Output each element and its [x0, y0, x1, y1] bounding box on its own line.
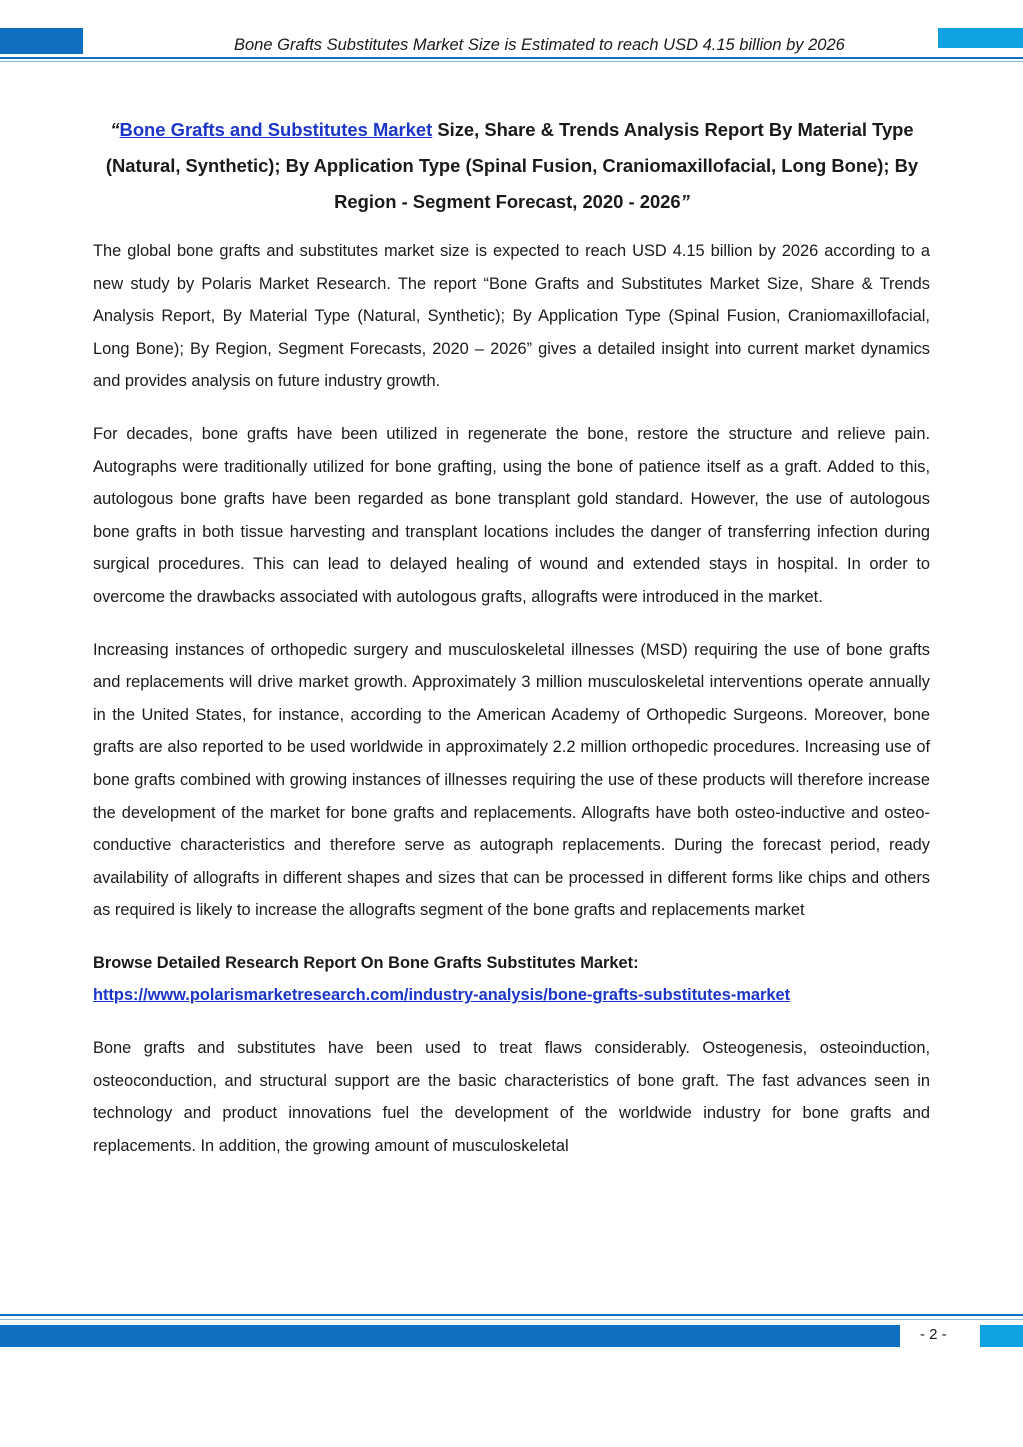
header-accent-block-right — [938, 28, 1023, 48]
footer-divider-thin — [0, 1319, 1023, 1320]
header-title: Bone Grafts Substitutes Market Size is Estimated to reach USD 4.15 billion by 2026 — [234, 36, 845, 54]
paragraph-growth-drivers: Increasing instances of orthopedic surgery and musculoskeletal illnesses (MSD) requiring the use of bone grafts and replacements will drive market growth. Approximately 3 million musculoskeletal interventions operate annually in the United States, for instance, according to the American Academy of Orthopedic Surgeons. Moreover, bone grafts are also reported to be used worldwide in approximately 2.2 million orthopedic procedures. Increasing use of bone grafts combined with growing instances of illnesses requiring the use of these products will therefore increase the development of the market for bone grafts and replacements. Allografts have both osteo-inductive and osteo-conductive characteristics and therefore serve as autograph replacements. During the forecast period, ready availability of allografts in different shapes and sizes that can be processed in different forms like chips and others as required is likely to increase the allografts segment of the bone grafts and replacements market — [93, 640, 930, 920]
title-open-quote: “ — [110, 119, 120, 140]
paragraph-history: For decades, bone grafts have been utilized in regenerate the bone, restore the structure and relieve pain. Autographs were traditionally utilized for bone grafting, using the bone of patience itself as a graft. Added to this, autologous bone grafts have been regarded as bone transplant gold standard. However, the use of autologous bone grafts in both tissue harvesting and transplant locations includes the danger of transferring infection during surgical procedures. This can lead to delayed healing of wound and extended stays in hospital. In order to overcome the drawbacks associated with autologous grafts, allografts were introduced in the market. — [93, 424, 930, 606]
browse-report-link[interactable]: https://www.polarismarketresearch.com/industry-analysis/bone-grafts-substitutes-market — [93, 986, 791, 1005]
report-title-text: Size, Share & Trends Analysis Report By Material Type (Natural, Synthetic); By Application Type (Spinal Fusion, Craniomaxillofacial, Long Bone); By Region - Segment Forecast, 2020 - 2026 — [105, 119, 919, 212]
footer-divider — [0, 1314, 1023, 1316]
header-accent-block-left — [0, 28, 83, 54]
header-divider — [0, 57, 1023, 59]
browse-report-label: Browse Detailed Research Report On Bone Grafts Substitutes Market: — [93, 953, 639, 972]
report-title — [93, 112, 931, 220]
paragraph-characteristics: Bone grafts and substitutes have been used to treat flaws considerably. Osteogenesis, osteoinduction, osteoconduction, and structural support are the basic characteristics of bone graft. The fast advances seen in technology and product innovations fuel the development of the worldwide industry for bone grafts and replacements. In addition, the growing amount of musculoskeletal — [93, 1039, 930, 1155]
page-number: - 2 - — [920, 1326, 947, 1343]
footer-bar — [0, 1325, 900, 1347]
report-title-link[interactable]: Bone Grafts and Substitutes Market — [119, 119, 433, 140]
title-close-quote: ” — [680, 191, 690, 212]
header-divider-thin — [0, 61, 1023, 62]
footer-accent-block-right — [980, 1325, 1023, 1347]
paragraph-intro: The global bone grafts and substitutes market size is expected to reach USD 4.15 billion by 2026 according to a new study by Polaris Market Research. The report “Bone Grafts and Substitutes Market Size, Share & Trends Analysis Report, By Material Type (Natural, Synthetic); By Application Type (Spinal Fusion, Craniomaxillofacial, Long Bone); By Region, Segment Forecasts, 2020 – 2026” gives a detailed insight into current market dynamics and provides analysis on future industry growth. — [93, 242, 930, 391]
document-body — [93, 235, 930, 1182]
